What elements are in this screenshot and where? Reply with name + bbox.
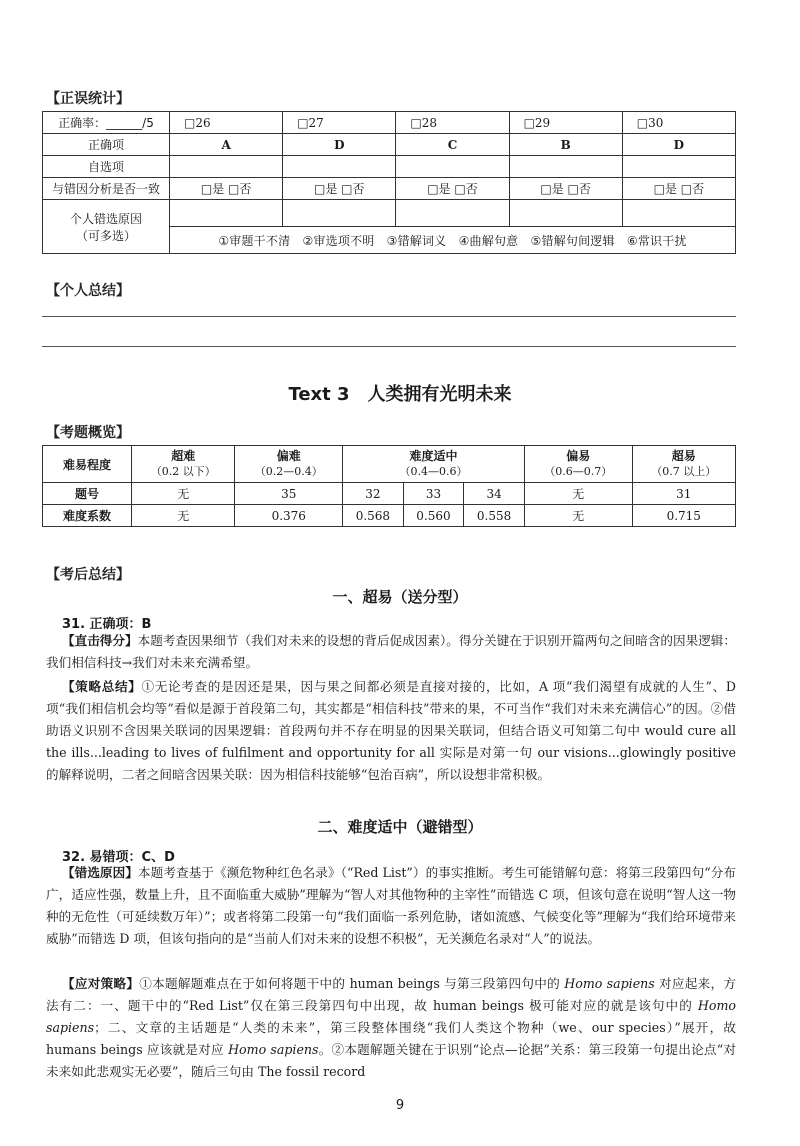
level-range: （0.2 以下） bbox=[150, 465, 216, 478]
level-range: （0.6—0.7） bbox=[544, 465, 613, 478]
paragraph-tag: 【应对策略】 bbox=[62, 976, 140, 991]
paragraph-text: 本题考查因果细节（我们对未来的设想的背后促成因素）。得分关键在于识别开篇两句之间暗含的因果逻辑：我们相信科技→我们对未来充满希望。 bbox=[46, 633, 737, 670]
own-choice-field-27[interactable] bbox=[283, 156, 396, 178]
question-number-cell: 33 bbox=[403, 483, 464, 505]
summary-line-1[interactable] bbox=[42, 316, 736, 317]
q32-wrong-options-label: 32. 易错项：C、D bbox=[62, 850, 175, 865]
question-number-cell: 无 bbox=[524, 483, 632, 505]
accuracy-rate-label: 正确率：______/5 bbox=[43, 112, 170, 134]
own-choice-field-30[interactable] bbox=[622, 156, 735, 178]
question-checkbox-26[interactable]: □26 bbox=[170, 112, 283, 134]
level-range: （0.4—0.6） bbox=[399, 465, 468, 478]
latin-term: Homo sapiens bbox=[564, 976, 655, 991]
level-name: 超易 bbox=[671, 449, 696, 463]
own-choice-field-28[interactable] bbox=[396, 156, 509, 178]
correct-answer-29: B bbox=[509, 134, 622, 156]
paragraph-text: 。②本题解题关键在于识别“论点—论据”关系：第三段第一句提出论点“对未来如此悲观实无必要”，随后三句由 The fossil record bbox=[46, 1042, 736, 1079]
correct-answer-26: A bbox=[170, 134, 283, 156]
correct-answer-27: D bbox=[283, 134, 396, 156]
level-range: （0.7 以上） bbox=[651, 465, 717, 478]
difficulty-coef-cell: 无 bbox=[524, 505, 632, 527]
difficulty-coef-cell: 0.376 bbox=[235, 505, 343, 527]
error-reason-field-29[interactable] bbox=[509, 200, 622, 227]
own-choice-label: 自选项 bbox=[43, 156, 170, 178]
text-title: Text 3 人类拥有光明未来 bbox=[288, 384, 512, 405]
question-checkbox-29[interactable]: □29 bbox=[509, 112, 622, 134]
difficulty-coef-cell: 0.558 bbox=[464, 505, 525, 527]
level-easy bbox=[524, 446, 632, 483]
level-very-hard bbox=[132, 446, 235, 483]
stats-section-label: 【正误统计】 bbox=[46, 91, 130, 107]
difficulty-coef-row-label: 难度系数 bbox=[43, 505, 132, 527]
level-moderate bbox=[343, 446, 525, 483]
difficulty-overview-table bbox=[42, 445, 736, 527]
level-range: （0.2—0.4） bbox=[254, 465, 323, 478]
summary-line-2[interactable] bbox=[42, 346, 736, 347]
question-checkbox-27[interactable]: □27 bbox=[283, 112, 396, 134]
section-moderate-heading: 二、难度适中（避错型） bbox=[317, 818, 483, 836]
level-hard bbox=[235, 446, 343, 483]
yes-no-checkbox-29[interactable]: □是 □否 bbox=[509, 178, 622, 200]
difficulty-coef-cell: 0.568 bbox=[343, 505, 404, 527]
question-number-cell: 无 bbox=[132, 483, 235, 505]
difficulty-coef-cell: 0.715 bbox=[632, 505, 735, 527]
own-choice-field-29[interactable] bbox=[509, 156, 622, 178]
correct-answer-30: D bbox=[622, 134, 735, 156]
accuracy-stats-table bbox=[42, 111, 736, 254]
error-reason-label bbox=[43, 200, 170, 254]
question-checkbox-28[interactable]: □28 bbox=[396, 112, 509, 134]
question-number-cell: 34 bbox=[464, 483, 525, 505]
paragraph-text: ①无论考查的是因还是果，因与果之间都必须是直接对接的，比如，A 项“我们渴望有成就的人生”、D 项“我们相信机会均等”看似是源于首段第二句，其实都是“相信科技”带来的果，不可当作“我们对未来充满信心”的因。②借助语义识别不含因果关联词的因果逻辑：首段两句并不存在明显的因果关联词，但结合语义可知第二句中 would cure all the ills...leading to lives of fulfilment and opportunity for all 实际是对第一句 our visions...glowingly positive 的解释说明，二者之间暗含因果关联：因为相信科技能够“包治百病”，所以设想非常积极。 bbox=[46, 679, 736, 782]
difficulty-row-label: 难易程度 bbox=[43, 446, 132, 483]
error-reason-field-26[interactable] bbox=[170, 200, 283, 227]
q31-answer-label: 31. 正确项：B bbox=[62, 617, 152, 632]
overview-section-label: 【考题概览】 bbox=[46, 425, 130, 441]
yes-no-checkbox-30[interactable]: □是 □否 bbox=[622, 178, 735, 200]
question-number-cell: 32 bbox=[343, 483, 404, 505]
question-number-cell: 31 bbox=[632, 483, 735, 505]
level-name: 难度适中 bbox=[409, 449, 458, 463]
yes-no-checkbox-28[interactable]: □是 □否 bbox=[396, 178, 509, 200]
difficulty-coef-cell: 0.560 bbox=[403, 505, 464, 527]
error-reason-field-30[interactable] bbox=[622, 200, 735, 227]
section-very-easy-heading: 一、超易（送分型） bbox=[332, 588, 468, 606]
page-number: 9 bbox=[395, 1098, 405, 1113]
yes-no-checkbox-26[interactable]: □是 □否 bbox=[170, 178, 283, 200]
difficulty-coef-cell: 无 bbox=[132, 505, 235, 527]
correct-answer-label: 正确项 bbox=[43, 134, 170, 156]
q32-error-cause-paragraph bbox=[46, 862, 736, 950]
error-reason-field-28[interactable] bbox=[396, 200, 509, 227]
latin-term: Homo sapiens bbox=[228, 1042, 319, 1057]
paragraph-text: 本题考查基于《濒危物种红色名录》（“Red List”）的事实推断。考生可能错解句意：将第三段第四句“分布广，适应性强，数量上升，且不面临重大威胁”理解为“智人对其他物种的主宰性”而错选 C 项，但该句意在说明“智人这一物种的无危性（可延续数万年）”；或者将第二段第一句“我们面临一系列危胁，诸如流感、气候变化等”理解为“我们给环境带来威胁”而错选 D 项，但该句指向的是“当前人们对未来的设想不积极”，无关濒危名录对“人”的说法。 bbox=[46, 865, 737, 946]
latin-term: Homo sapiens bbox=[46, 998, 736, 1035]
summary-section-label: 【个人总结】 bbox=[46, 283, 130, 299]
paragraph-tag: 【策略总结】 bbox=[62, 679, 142, 694]
paragraph-tag: 【直击得分】 bbox=[62, 633, 138, 648]
question-number-cell: 35 bbox=[235, 483, 343, 505]
yes-no-checkbox-27[interactable]: □是 □否 bbox=[283, 178, 396, 200]
level-name: 偏易 bbox=[566, 449, 591, 463]
paragraph-text: 对应起来，方法有二：一、题干中的“Red List”仅在第三段第四句中出现，故 human beings 极可能对应的就是该句中的 bbox=[46, 976, 736, 1013]
level-very-easy bbox=[632, 446, 735, 483]
own-choice-field-26[interactable] bbox=[170, 156, 283, 178]
post-exam-section-label: 【考后总结】 bbox=[46, 567, 130, 583]
paragraph-tag: 【错选原因】 bbox=[62, 865, 138, 880]
correct-answer-28: C bbox=[396, 134, 509, 156]
analysis-match-label: 与错因分析是否一致 bbox=[43, 178, 170, 200]
error-reason-label-line2: （可多选） bbox=[75, 228, 136, 243]
q31-strategy-paragraph bbox=[46, 676, 736, 786]
error-reason-label-line1: 个人错选原因 bbox=[69, 211, 142, 226]
paragraph-text: ①本题解题难点在于如何将题干中的 human beings 与第三段第四句中的 bbox=[139, 976, 565, 991]
level-name: 偏难 bbox=[276, 449, 301, 463]
question-number-row-label: 题号 bbox=[43, 483, 132, 505]
question-checkbox-30[interactable]: □30 bbox=[622, 112, 735, 134]
q31-direct-score-paragraph bbox=[46, 630, 736, 674]
level-name: 超难 bbox=[171, 449, 196, 463]
error-reason-options[interactable]: ①审题干不清 ②审选项不明 ③错解词义 ④曲解句意 ⑤错解句间逻辑 ⑥常识干扰 bbox=[170, 227, 736, 254]
paragraph-text: ；二、文章的主话题是“人类的未来”，第三段整体围绕“我们人类这个物种（we、our species）”展开，故 humans beings 应该就是对应 bbox=[46, 1020, 736, 1057]
error-reason-field-27[interactable] bbox=[283, 200, 396, 227]
q32-strategy-paragraph bbox=[46, 973, 736, 1083]
